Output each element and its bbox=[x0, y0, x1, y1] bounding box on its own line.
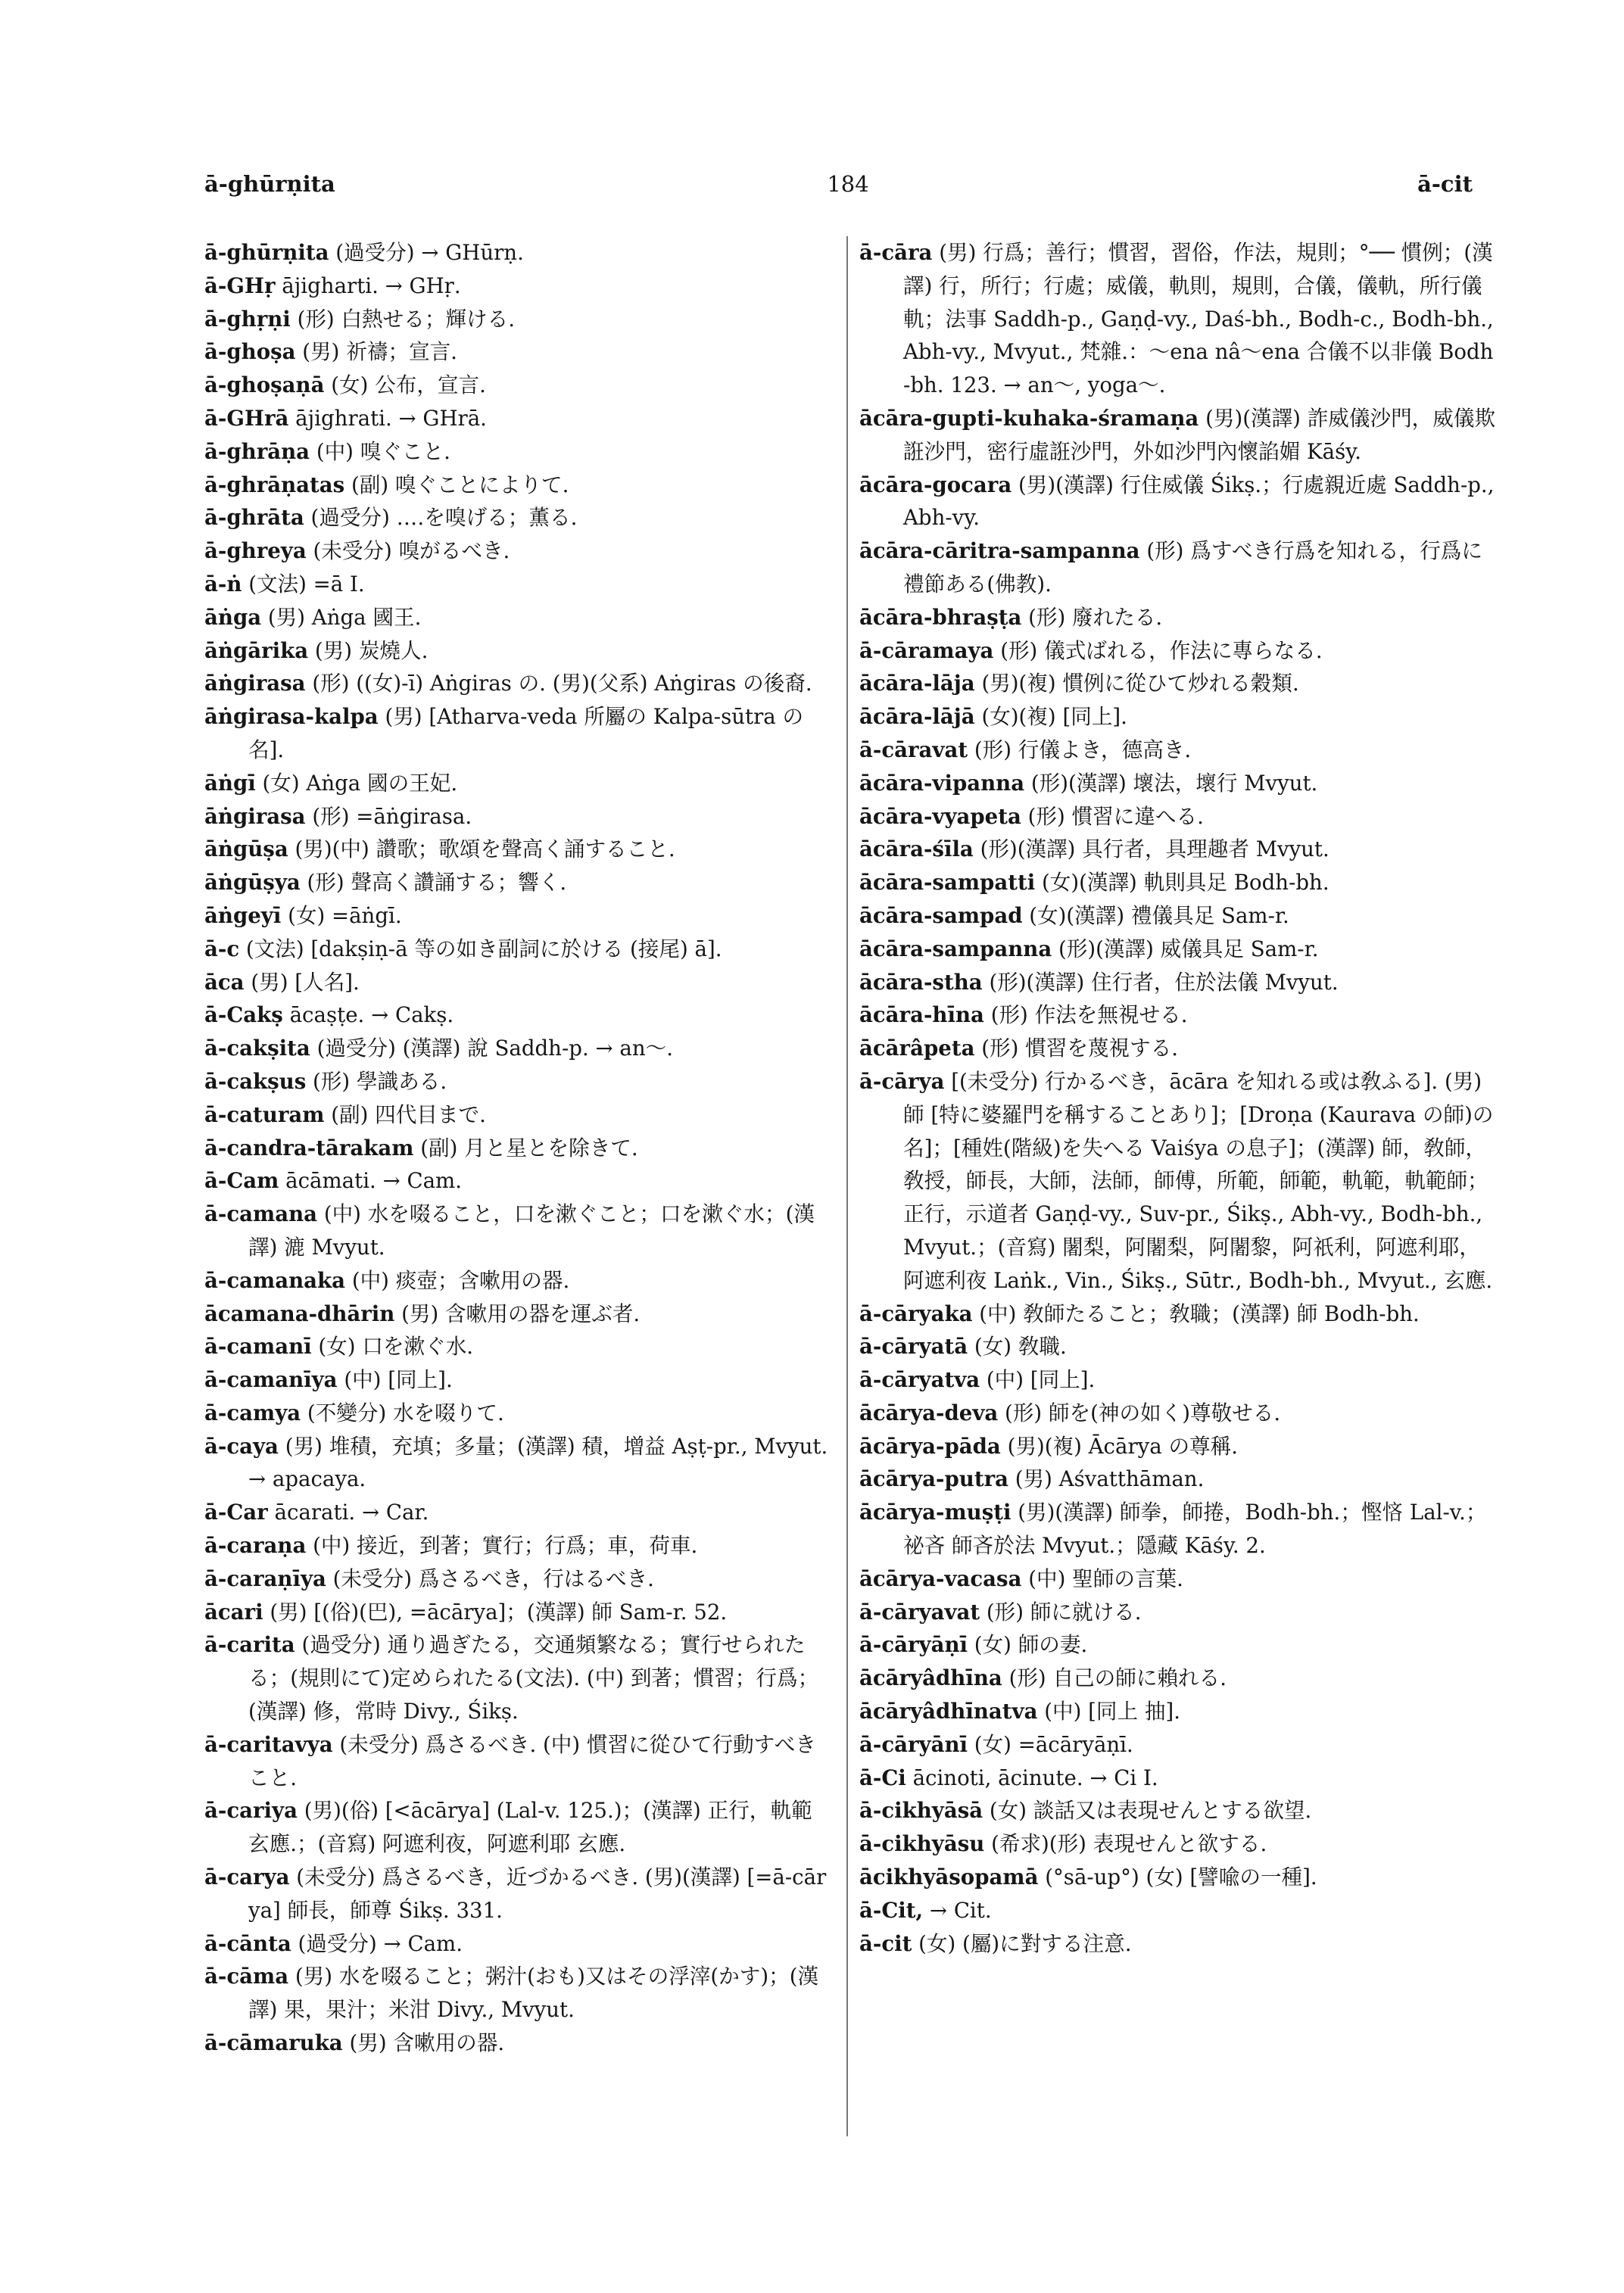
dictionary-entry bbox=[204, 303, 833, 336]
dictionary-entry bbox=[204, 1363, 833, 1397]
dictionary-entry bbox=[204, 899, 833, 933]
entry-definition: (形)(漢譯) 威儀具足 Sam-r. bbox=[1058, 936, 1319, 961]
entry-definition: (不變分) 水を啜りて. bbox=[307, 1400, 504, 1425]
dictionary-entry bbox=[204, 767, 833, 800]
dictionary-entry bbox=[204, 335, 833, 369]
entry-headword: ā-ghrāta bbox=[204, 505, 304, 531]
entry-definition: (男)(複) 慣例に從ひて炒れる穀類. bbox=[981, 671, 1299, 696]
entry-definition: (女) 談話又は表現せんとする欲望. bbox=[989, 1798, 1312, 1824]
entry-headword: ā-carita bbox=[204, 1632, 295, 1658]
dictionary-entry bbox=[859, 1662, 1499, 1695]
entry-definition: (希求)(形) 表現せんと欲する. bbox=[991, 1831, 1267, 1857]
entry-definition: (未受分) 爲さるべき，近づかるべき. (男)(漢譯) [=ā-cārya] 師長，師尊 Śikṣ. 331. bbox=[248, 1865, 827, 1923]
dictionary-entry bbox=[859, 1562, 1499, 1596]
dictionary-entry bbox=[204, 866, 833, 899]
entry-definition: (男) Aṅga 國王. bbox=[267, 604, 422, 630]
entry-definition: (°sā-up°) (女) [譬喩の一種]. bbox=[1045, 1865, 1317, 1890]
entry-definition: ācaṣṭe. → Cakṣ. bbox=[289, 1002, 454, 1028]
entry-headword: ā-cāryānī bbox=[859, 1731, 968, 1757]
dictionary-entry bbox=[859, 534, 1499, 601]
entry-definition: (男) 炭燒人. bbox=[314, 637, 429, 663]
entry-headword: ā-ghrāṇa bbox=[204, 438, 310, 464]
entry-definition: (文法) =ā I. bbox=[248, 571, 365, 597]
entry-definition: (過受分) → GHūrṇ. bbox=[335, 240, 524, 265]
entry-headword: āca bbox=[204, 969, 245, 995]
entry-headword: ā-caya bbox=[204, 1433, 279, 1459]
dictionary-entry bbox=[204, 369, 833, 402]
entry-headword: ācāra-gocara bbox=[859, 472, 1012, 497]
dictionary-entry bbox=[859, 1827, 1499, 1861]
dictionary-entry bbox=[859, 1762, 1499, 1795]
entry-headword: ācikhyāsopamā bbox=[859, 1865, 1039, 1890]
entry-headword: ā-ghoṣa bbox=[204, 339, 296, 365]
entry-headword: ācāra-sampatti bbox=[859, 870, 1036, 896]
dictionary-entry bbox=[204, 1065, 833, 1098]
dictionary-entry bbox=[859, 469, 1499, 535]
entry-definition: (男) Aśvatthāman. bbox=[1015, 1466, 1205, 1492]
entry-headword: āṅgeyī bbox=[204, 902, 282, 928]
entry-headword: ā-cāryaka bbox=[859, 1301, 973, 1326]
entry-definition: (男) 堆積，充填；多量；(漢譯) 積，增益 Aṣṭ-pr., Mvyut. → apacaya. bbox=[248, 1433, 828, 1492]
dictionary-entry bbox=[859, 1695, 1499, 1728]
entry-headword: ā-c bbox=[204, 936, 240, 961]
entry-definition: (女) 師の妻. bbox=[974, 1632, 1088, 1658]
dictionary-entry bbox=[859, 1463, 1499, 1496]
entry-definition: (中) 敎師たること；敎職；(漢譯) 師 Bodh-bh. bbox=[979, 1301, 1420, 1326]
dictionary-entry bbox=[859, 734, 1499, 767]
dictionary-entry bbox=[859, 800, 1499, 833]
dictionary-entry bbox=[859, 933, 1499, 966]
entry-definition: (男)(漢譯) 詐威儀沙門，威儀欺誑沙門，密行虛誑沙門，外如沙門內懷諂媚 Kāśy. bbox=[903, 405, 1496, 464]
dictionary-entry bbox=[859, 899, 1499, 933]
dictionary-entry bbox=[859, 1794, 1499, 1827]
entry-definition: ācarati. → Car. bbox=[274, 1500, 429, 1525]
entry-headword: ā-caturam bbox=[204, 1101, 325, 1127]
entry-definition: (文法) [dakṣiṇ-ā 等の如き副詞に於ける (接尾) ā]. bbox=[245, 936, 722, 961]
dictionary-entry bbox=[859, 402, 1499, 469]
entry-definition: (副) 四代目まで. bbox=[331, 1101, 486, 1127]
entry-headword: ācāra-sampad bbox=[859, 902, 1023, 928]
entry-headword: ācāryâdhīnatva bbox=[859, 1699, 1038, 1724]
entry-definition: (男) 行爲；善行；慣習，習俗，作法，規則；°── 慣例；(漢譯) 行，所行；行處；威儀，軌則，規則，合儀，儀軌，所行儀軌；法事 Saddh-p., Gaṇḍ-vy., Daś-bh., Bodh-c., Bodh-bh., Abh-vy., Mvyut., 梵雜.：〜ena nâ〜ena 合儀不以非儀 Bodh-bh. 123. → an〜, yoga〜. bbox=[903, 240, 1494, 398]
entry-headword: ā-carya bbox=[204, 1865, 290, 1890]
entry-definition: (中) 水を啜ること，口を漱ぐこと；口を漱ぐ水；(漢譯) 漉 Mvyut. bbox=[248, 1201, 815, 1260]
entry-headword: ā-ghūrṇita bbox=[204, 240, 329, 265]
entry-headword: āṅgūṣya bbox=[204, 870, 301, 896]
entry-headword: ācāra-bhraṣṭa bbox=[859, 604, 1022, 630]
dictionary-entry bbox=[859, 966, 1499, 999]
entry-headword: ā-ghreya bbox=[204, 538, 307, 564]
entry-headword: ā-ghrāṇatas bbox=[204, 472, 345, 497]
entry-definition: (女) =āṅgī. bbox=[288, 902, 402, 928]
entry-headword: ācāra-vyapeta bbox=[859, 803, 1021, 829]
entry-definition: (女) 公布，宣言. bbox=[331, 372, 486, 398]
entry-headword: ā-cikhyāsā bbox=[859, 1798, 983, 1824]
entry-headword: ā-cāryavat bbox=[859, 1599, 980, 1625]
entry-definition: (男) 含嗽用の器を運ぶ者. bbox=[401, 1301, 641, 1326]
dictionary-entry bbox=[204, 601, 833, 634]
entry-headword: ācāra-lājā bbox=[859, 704, 975, 730]
entry-headword: ā-cikhyāsu bbox=[859, 1831, 985, 1857]
dictionary-entry bbox=[204, 1496, 833, 1529]
dictionary-entry bbox=[204, 1330, 833, 1363]
entry-definition: ājigharti. → GHṛ. bbox=[282, 273, 461, 298]
entry-definition: (形) 儀式ばれる，作法に專らなる. bbox=[1000, 637, 1323, 663]
dictionary-entry bbox=[204, 1728, 833, 1795]
entry-headword: ācāra-hīna bbox=[859, 1002, 984, 1028]
entry-definition: (未受分) 爲さるべき，行はるべき. bbox=[332, 1566, 654, 1591]
entry-definition: (中) 聖師の言葉. bbox=[1028, 1566, 1183, 1591]
entry-headword: ā-cānta bbox=[204, 1930, 291, 1956]
entry-definition: (過受分) → Cam. bbox=[298, 1930, 463, 1956]
entry-definition: (男)(俗) [<ācārya] (Lal-v. 125.)；(漢譯) 正行，軌範 玄應.；(音寫) 阿遮利夜，阿遮利耶 玄應. bbox=[248, 1798, 812, 1857]
running-head-left: ā-ghūrṇita bbox=[204, 171, 335, 197]
entry-definition: (未受分) 嗅がるべき. bbox=[313, 538, 510, 564]
dictionary-entry bbox=[859, 236, 1499, 402]
dictionary-entry bbox=[859, 1927, 1499, 1961]
entry-definition: (女)(複) [同上]. bbox=[981, 704, 1127, 730]
entry-definition: (中) 痰壺；含嗽用の器. bbox=[351, 1267, 570, 1293]
dictionary-entry bbox=[204, 1164, 833, 1198]
entry-definition: (形) 白熱せる；輝ける. bbox=[297, 306, 515, 332]
entry-definition: (女) Aṅga 國の王妃. bbox=[262, 770, 458, 796]
dictionary-entry bbox=[204, 435, 833, 469]
dictionary-entry bbox=[204, 1298, 833, 1331]
dictionary-entry bbox=[859, 866, 1499, 899]
entry-definition: (形) 學識ある. bbox=[313, 1068, 447, 1094]
dictionary-entry bbox=[204, 833, 833, 866]
entry-definition: (形)(漢譯) 壞法，壞行 Mvyut. bbox=[1030, 770, 1318, 796]
dictionary-entry bbox=[204, 1132, 833, 1165]
entry-headword: ācārya-pāda bbox=[859, 1433, 1001, 1459]
entry-definition: (男) [人名]. bbox=[251, 969, 360, 995]
entry-headword: ā-ghṛṇi bbox=[204, 306, 291, 332]
entry-definition: (形) 行儀よき，德高き. bbox=[974, 737, 1192, 762]
entry-headword: ācārya-muṣṭi bbox=[859, 1500, 1011, 1525]
entry-headword: ā-camana bbox=[204, 1201, 318, 1227]
entry-headword: ā-cakṣita bbox=[204, 1036, 310, 1061]
entry-headword: ā-cāryatā bbox=[859, 1334, 968, 1360]
dictionary-entry bbox=[859, 1065, 1499, 1298]
entry-definition: (形) 爲すべき行爲を知れる，行爲に禮節ある(佛教). bbox=[903, 538, 1482, 597]
entry-definition: (男) 水を啜ること；粥汁(おも)又はその浮滓(かす)；(漢譯) 果，果汁；米泔 Divy., Mvyut. bbox=[248, 1964, 819, 2023]
entry-definition: (男) [(俗)(巴), =ācārya]；(漢譯) 師 Sam-r. 52. bbox=[270, 1599, 728, 1625]
dictionary-entry bbox=[204, 999, 833, 1032]
entry-headword: āṅgirasa-kalpa bbox=[204, 704, 379, 730]
entry-definition: (中) 接近，到著；實行；行爲；車，荷車. bbox=[313, 1533, 698, 1559]
entry-headword: ācāra-stha bbox=[859, 969, 983, 995]
entry-headword: ā-ghoṣaṇā bbox=[204, 372, 325, 398]
dictionary-entry bbox=[204, 1032, 833, 1065]
dictionary-entry bbox=[204, 1960, 833, 2027]
dictionary-entry bbox=[859, 1596, 1499, 1629]
entry-headword: ācārya-putra bbox=[859, 1466, 1008, 1492]
entry-headword: ācari bbox=[204, 1599, 263, 1625]
dictionary-entry bbox=[859, 1032, 1499, 1065]
entry-definition: (過受分) (漢譯) 說 Saddh-p. → an〜. bbox=[316, 1036, 673, 1061]
entry-headword: ācāra-cāritra-sampanna bbox=[859, 538, 1140, 564]
entry-definition: (形)(漢譯) 住行者，住於法儀 Mvyut. bbox=[989, 969, 1339, 995]
dictionary-entry bbox=[859, 833, 1499, 866]
dictionary-entry bbox=[859, 1894, 1499, 1927]
entry-headword: ā-camanaka bbox=[204, 1267, 346, 1293]
dictionary-entry bbox=[859, 1496, 1499, 1562]
entry-definition: (未受分) 爲さるべき. (中) 慣習に從ひて行動すべきこと. bbox=[248, 1731, 816, 1790]
entry-headword: ā-cāravat bbox=[859, 737, 968, 762]
entry-definition: (形) 師に就ける. bbox=[986, 1599, 1142, 1625]
dictionary-entry bbox=[859, 700, 1499, 734]
entry-definition: (女) =ācāryāṇī. bbox=[974, 1731, 1133, 1757]
entry-definition: (女) (屬)に對する注意. bbox=[918, 1930, 1132, 1956]
entry-definition: (形) 自己の師に賴れる. bbox=[1008, 1665, 1227, 1691]
entry-definition: (男)(漢譯) 行住威儀 Śikṣ.；行處親近處 Saddh-p., Abh-vy. bbox=[903, 472, 1495, 531]
entry-definition: (男)(複) Ācārya の尊稱. bbox=[1007, 1433, 1239, 1459]
dictionary-entry bbox=[859, 999, 1499, 1032]
dictionary-entry bbox=[204, 236, 833, 269]
dictionary-entry bbox=[204, 568, 833, 601]
entry-headword: ā-caraṇa bbox=[204, 1533, 307, 1559]
entry-headword: ā-cāra bbox=[859, 240, 933, 265]
entry-headword: ā-caritavya bbox=[204, 1731, 333, 1757]
dictionary-entry bbox=[859, 1430, 1499, 1463]
entry-headword: ā-caraṇīya bbox=[204, 1566, 326, 1591]
entry-headword: ā-cariya bbox=[204, 1798, 298, 1824]
entry-definition: (中) [同上]. bbox=[986, 1367, 1096, 1393]
running-head-right: ā-cit bbox=[1417, 171, 1473, 197]
dictionary-entry bbox=[859, 767, 1499, 800]
entry-headword: ācārâpeta bbox=[859, 1036, 975, 1061]
dictionary-entry bbox=[859, 1298, 1499, 1331]
dictionary-entry bbox=[859, 1861, 1499, 1894]
dictionary-entry bbox=[204, 1562, 833, 1596]
entry-definition: (男)(漢譯) 師拳，師捲，Bodh-bh.；慳悋 Lal-v.；祕吝 師吝於法 Mvyut.；隱藏 Kāśy. 2. bbox=[903, 1500, 1487, 1559]
entry-headword: ā-cāmaruka bbox=[204, 2030, 343, 2056]
entry-definition: (形) 作法を無視せる. bbox=[990, 1002, 1188, 1028]
entry-definition: (男) 祈禱；宣言. bbox=[302, 339, 457, 365]
entry-definition: (過受分) 通り過ぎたる，交通頻繁なる；實行せられたる；(規則にて)定められたる(文法). (中) 到著；慣習；行爲；(漢譯) 修，常時 Divy., Śikṣ. bbox=[248, 1632, 819, 1724]
entry-headword: āṅgirasa bbox=[204, 671, 306, 696]
entry-definition: (形) 廢れたる. bbox=[1028, 604, 1163, 630]
entry-headword: ā-cakṣus bbox=[204, 1068, 307, 1094]
entry-headword: ācārya-vacasa bbox=[859, 1566, 1022, 1591]
entry-definition: (男) [Atharva-veda 所屬の Kalpa-sūtra の名]. bbox=[248, 704, 804, 762]
entry-definition: (形) 慣習を蔑視する. bbox=[981, 1036, 1179, 1061]
dictionary-entry bbox=[204, 2027, 833, 2060]
entry-headword: ā-ṅ bbox=[204, 571, 242, 597]
dictionary-entry bbox=[859, 1363, 1499, 1397]
entry-definition: (形) 聲高く讚誦する；響く. bbox=[307, 870, 567, 896]
right-column bbox=[859, 236, 1499, 1960]
dictionary-entry bbox=[204, 469, 833, 502]
entry-definition: [(未受分) 行かるべき，ācāra を知れる或は敎ふる]. (男) 師 [特に婆羅門を稱することあり]；[Droṇa (Kaurava の師)の名]；[種姓(階級)を失へる Vaiśya の息子]；(漢譯) 師，敎師，敎授，師長，大師，法師，師傅，所範，師範，軌範，軌範師；正行，示道者 Gaṇḍ-vy., Suv-pr., Śikṣ., Abh-vy., Bodh-bh., Mvyut.；(音寫) 闍梨，阿闍梨，阿闍黎，阿祇利，阿遮利耶，阿遮利夜 Laṅk., Vin., Śikṣ., Sūtr., Bodh-bh., Mvyut., 玄應. bbox=[903, 1068, 1494, 1293]
entry-headword: ā-Cam bbox=[204, 1168, 279, 1194]
entry-headword: āṅga bbox=[204, 604, 262, 630]
dictionary-entry bbox=[859, 1397, 1499, 1430]
entry-definition: (中) 嗅ぐこと. bbox=[316, 438, 450, 464]
entry-headword: ā-cārya bbox=[859, 1068, 945, 1094]
entry-definition: (形) ((女)-ī) Aṅgiras の. (男)(父系) Aṅgiras の後裔. bbox=[312, 671, 812, 696]
entry-headword: ā-cāryāṇī bbox=[859, 1632, 968, 1658]
column-divider bbox=[846, 236, 848, 2136]
entry-headword: ā-Cakṣ bbox=[204, 1002, 283, 1028]
entry-headword: ā-cāramaya bbox=[859, 637, 994, 663]
entry-headword: āṅgī bbox=[204, 770, 256, 796]
dictionary-entry bbox=[204, 1529, 833, 1562]
entry-headword: ā-GHṛ bbox=[204, 273, 276, 298]
entry-definition: (女) 口を漱ぐ水. bbox=[318, 1334, 474, 1360]
entry-definition: (中) [同上 抽]. bbox=[1044, 1699, 1180, 1724]
entry-headword: āṅgārika bbox=[204, 637, 309, 663]
dictionary-entry bbox=[204, 1794, 833, 1861]
dictionary-entry bbox=[859, 1628, 1499, 1662]
dictionary-entry bbox=[204, 1098, 833, 1132]
entry-definition: ājighrati. → GHrā. bbox=[295, 405, 487, 431]
dictionary-entry bbox=[204, 1264, 833, 1298]
entry-headword: āṅgirasa bbox=[204, 803, 306, 829]
dictionary-entry bbox=[204, 933, 833, 966]
entry-definition: (形) 慣習に違へる. bbox=[1027, 803, 1204, 829]
entry-definition: (形)(漢譯) 具行者，具理趣者 Mvyut. bbox=[980, 837, 1329, 862]
entry-headword: ā-GHrā bbox=[204, 405, 289, 431]
entry-headword: ācamana-dhārin bbox=[204, 1301, 395, 1326]
entry-headword: ā-cāma bbox=[204, 1964, 289, 1989]
entry-definition: ācinoti, ācinute. → Ci I. bbox=[912, 1765, 1158, 1790]
dictionary-entry bbox=[204, 1628, 833, 1728]
dictionary-entry bbox=[204, 501, 833, 534]
left-column bbox=[204, 236, 833, 2060]
dictionary-entry bbox=[859, 601, 1499, 634]
dictionary-entry bbox=[204, 667, 833, 700]
entry-headword: ā-candra-tārakam bbox=[204, 1135, 414, 1161]
entry-headword: ā-Ci bbox=[859, 1765, 906, 1790]
entry-headword: ācārya-deva bbox=[859, 1400, 999, 1425]
entry-headword: ā-camanīya bbox=[204, 1367, 338, 1393]
dictionary-entry bbox=[859, 1728, 1499, 1762]
entry-headword: ācāra-śīla bbox=[859, 837, 974, 862]
dictionary-entry bbox=[859, 634, 1499, 668]
dictionary-entry bbox=[204, 1596, 833, 1629]
dictionary-entry bbox=[204, 966, 833, 999]
dictionary-entry bbox=[204, 534, 833, 568]
dictionary-entry bbox=[204, 269, 833, 303]
entry-definition: (副) 嗅ぐことによりて. bbox=[351, 472, 569, 497]
entry-headword: ā-camanī bbox=[204, 1334, 312, 1360]
entry-headword: ā-Cit, bbox=[859, 1897, 924, 1923]
entry-headword: ācāra-sampanna bbox=[859, 936, 1052, 961]
entry-definition: (副) 月と星とを除きて. bbox=[420, 1135, 638, 1161]
entry-headword: ācāryâdhīna bbox=[859, 1665, 1002, 1691]
entry-headword: ācāra-gupti-kuhaka-śramaṇa bbox=[859, 405, 1199, 431]
dictionary-entry bbox=[204, 800, 833, 833]
dictionary-entry bbox=[204, 700, 833, 767]
dictionary-entry bbox=[204, 1927, 833, 1961]
entry-definition: (女) 敎職. bbox=[974, 1334, 1067, 1360]
entry-headword: āṅgūṣa bbox=[204, 837, 288, 862]
entry-definition: → Cit. bbox=[929, 1897, 992, 1923]
entry-definition: (形) 師を(神の如く)尊敬せる. bbox=[1005, 1400, 1281, 1425]
dictionary-entry bbox=[859, 1330, 1499, 1363]
entry-headword: ā-camya bbox=[204, 1400, 301, 1425]
entry-headword: ācāra-vipanna bbox=[859, 770, 1025, 796]
entry-definition: (女)(漢譯) 軌則具足 Bodh-bh. bbox=[1041, 870, 1329, 896]
entry-headword: ā-cāryatva bbox=[859, 1367, 980, 1393]
entry-headword: ā-cit bbox=[859, 1930, 912, 1956]
entry-definition: (中) [同上]. bbox=[344, 1367, 453, 1393]
dictionary-entry bbox=[204, 1397, 833, 1430]
entry-definition: (女)(漢譯) 禮儀具足 Sam-r. bbox=[1029, 902, 1289, 928]
entry-definition: (過受分) ‥‥を嗅げる；薫る. bbox=[310, 505, 578, 531]
entry-headword: ā-Car bbox=[204, 1500, 268, 1525]
entry-definition: (形) =āṅgirasa. bbox=[312, 803, 472, 829]
dictionary-entry bbox=[204, 634, 833, 668]
dictionary-entry bbox=[204, 1861, 833, 1927]
entry-headword: ācāra-lāja bbox=[859, 671, 975, 696]
entry-definition: ācāmati. → Cam. bbox=[285, 1168, 462, 1194]
dictionary-entry bbox=[859, 667, 1499, 700]
dictionary-entry bbox=[204, 402, 833, 435]
dictionary-entry bbox=[204, 1198, 833, 1264]
entry-definition: (男)(中) 讚歌；歌頌を聲高く誦すること. bbox=[295, 837, 675, 862]
page-number: 184 bbox=[827, 171, 869, 197]
dictionary-entry bbox=[204, 1430, 833, 1497]
entry-definition: (男) 含嗽用の器. bbox=[349, 2030, 505, 2056]
